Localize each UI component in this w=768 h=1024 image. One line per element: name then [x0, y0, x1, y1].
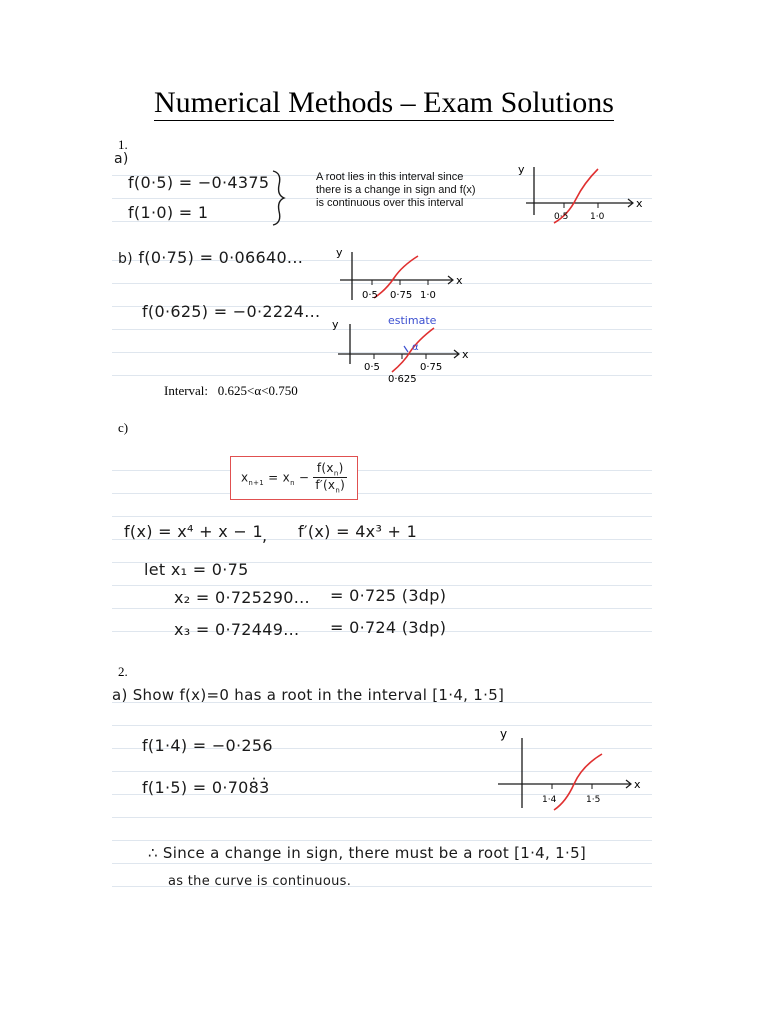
formula-mid-sub: n — [290, 478, 295, 487]
q1b-graph2-x-label: x — [462, 348, 469, 361]
q2a-heading: a) Show f(x)=0 has a root in the interval [1·4, 1·5] — [112, 686, 505, 704]
q2a-graph-tick1: 1·4 — [542, 795, 557, 805]
q2a-graph — [492, 724, 652, 820]
q1a-worksheet — [112, 153, 652, 233]
q1c-let: let x₁ = 0·75 — [144, 560, 249, 579]
q1b-graph1-tick2: 0·75 — [390, 290, 413, 301]
formula-den-end: ) — [340, 478, 346, 493]
q1b-interval-value: 0.625<α<0.750 — [217, 383, 298, 398]
formula-den: f′(x — [315, 478, 336, 493]
q2a-graph-x-label: x — [634, 778, 641, 791]
q1c-derivative: f′(x) = 4x³ + 1 — [298, 522, 418, 541]
q1b-line1-group — [118, 248, 303, 267]
q1b-graph-1 — [326, 240, 476, 308]
q2a-line1: f(1·4) = −0·256 — [142, 736, 273, 755]
q1b-line1: f(0·75) = 0·06640... — [138, 248, 304, 267]
newton-raphson-formula — [230, 456, 358, 500]
q1b-line2: f(0·625) = −0·2224... — [142, 302, 321, 321]
q1b-graph1-tick1: 0·5 — [362, 290, 378, 301]
formula-lhs-sub: n+1 — [248, 478, 265, 487]
q1c-x3: x₃ = 0·72449... — [174, 620, 300, 639]
q1b-interval — [164, 383, 298, 399]
q1c-worksheet — [112, 448, 652, 648]
q1b-worksheet — [112, 238, 652, 384]
q1b-graph1-x-label: x — [456, 274, 463, 287]
q1a-graph-y-label: y — [518, 163, 525, 176]
q1a-brace — [270, 169, 286, 227]
q1b-graph2-tick2: 0·75 — [420, 362, 443, 373]
formula-denominator — [313, 478, 347, 494]
q1c-comma: , — [262, 526, 268, 545]
formula-mid: = x — [264, 470, 291, 485]
q1b-graph2-alpha-label: α — [412, 342, 419, 353]
q1c-x2-rounded: = 0·725 (3dp) — [330, 586, 447, 605]
question-1-number: 1. — [118, 137, 128, 152]
q1c-function: f(x) = x⁴ + x − 1 — [124, 522, 263, 541]
q1b-graph1-tick3: 1·0 — [420, 290, 436, 301]
q1b-graph2-estimate-label: estimate — [388, 314, 437, 327]
q1b-graph2-tick1: 0·5 — [364, 362, 380, 373]
formula-num: f(x — [316, 461, 334, 475]
q1a-label: a) — [114, 151, 129, 167]
formula-num-sub: n — [333, 469, 339, 478]
q1a-line1: f(0·5) = −0·4375 — [128, 173, 270, 192]
q2a-conclusion-line2: as the curve is continuous. — [168, 874, 352, 889]
formula-den-sub: n — [335, 486, 341, 495]
q1a-explanation: A root lies in this interval since there is a change in sign and f(x) is continuous over this interval — [316, 171, 476, 209]
q1c-x3-rounded: = 0·724 (3dp) — [330, 618, 447, 637]
q1b-label: b) — [118, 251, 133, 267]
formula-minus: − — [294, 470, 314, 485]
q1a-graph-tick1: 0·5 — [554, 212, 569, 222]
q2a-line2: f(1·5) = 0·708̇3̇ — [142, 778, 270, 797]
q2a-worksheet — [112, 680, 652, 898]
q1b-graph2-y-label: y — [332, 318, 339, 331]
formula-num-end: ) — [338, 461, 344, 475]
q1b-graph-2 — [322, 310, 482, 386]
q1c-label: c) — [118, 420, 129, 435]
formula-lhs: x — [241, 470, 249, 485]
q2a-conclusion-line1: ∴ Since a change in sign, there must be a root [1·4, 1·5] — [148, 844, 587, 862]
q1b-graph2-tick3: 0·625 — [388, 374, 417, 385]
q1b-graph1-y-label: y — [336, 246, 343, 259]
q1a-line2: f(1·0) = 1 — [128, 203, 209, 222]
q1b-interval-label: Interval: — [164, 383, 209, 398]
page-title — [0, 86, 768, 120]
question-2-number: 2. — [118, 664, 128, 679]
q1a-graph-tick2: 1·0 — [590, 212, 605, 222]
q1a-graph-x-label: x — [636, 197, 643, 210]
q2a-graph-y-label: y — [500, 727, 508, 741]
formula-fraction — [313, 461, 347, 495]
q1c-x2: x₂ = 0·725290... — [174, 588, 310, 607]
formula-numerator — [313, 461, 347, 478]
page-title-text: Numerical Methods – Exam Solutions — [154, 86, 614, 119]
q1a-graph — [512, 159, 652, 233]
q2a-graph-tick2: 1·5 — [586, 795, 601, 805]
